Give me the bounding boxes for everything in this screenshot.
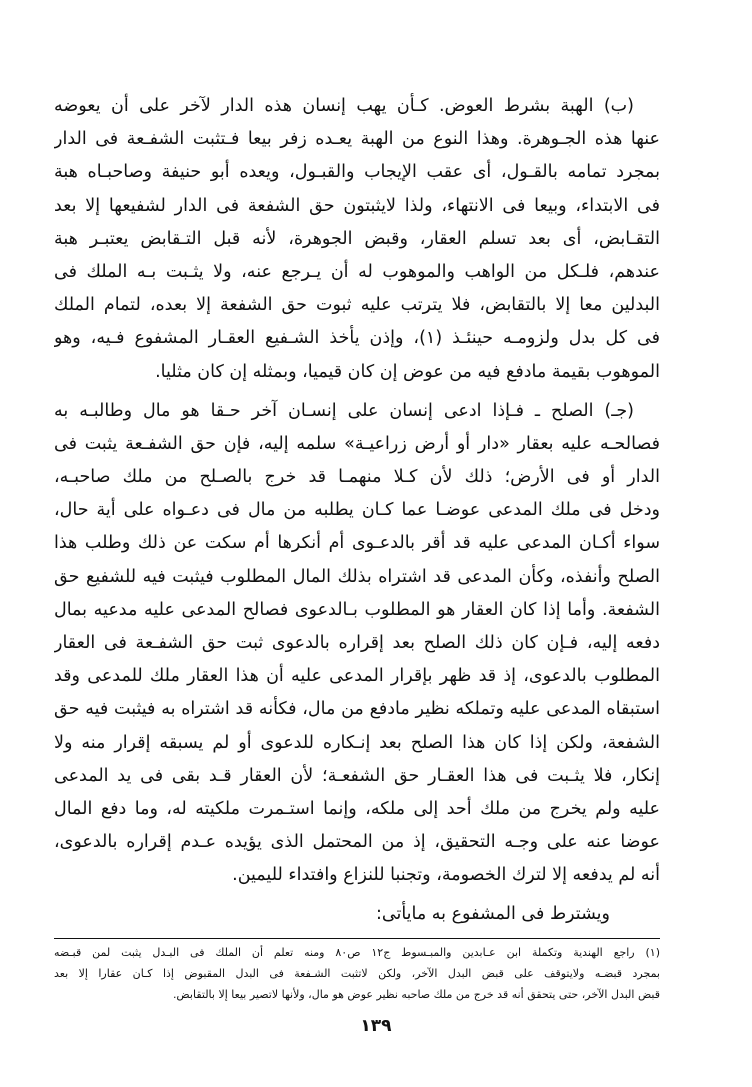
text-line: المطلوب بالدعوى، إذ قد ظهر بإقرار المدعى عليه أن هذا العقار ملك للمدعى وقد xyxy=(54,666,660,687)
footnote-line: (١) راجع الهندية وتكملة ابن عـابدين والمبـسوط ج١٢ ص٨٠ ومنه تعلم أن الملك فى البـدل يثبت لمن قبـضه xyxy=(54,946,660,959)
text-line: فى كل بدل ولزومـه حينئـذ (١)، وإذن يأخذ الشـفيع العقـار المشفوع فـيه، وهو xyxy=(54,328,660,349)
text-line: فى الابتداء، وبيعا فى الانتهاء، ولذا لايثبتون حق الشفعة فى الدار لشفيعها إلا بعد xyxy=(54,195,660,216)
text-line: البدلين معا إلا بالتقابض، فلا يترتب عليه ثبوت حق الشفعة إلا بعده، لتمام الملك xyxy=(54,295,660,316)
text-line: سواء أكـان المدعى عليه قد أقر بالدعـوى أم أنكرها أم سكت عن ذلك وطلب هذا xyxy=(54,533,660,554)
text-line: عنها هذه الجـوهرة. وهذا النوع من الهبة يعـده زفر بيعا فـتثبت الشفـعة فى الدار xyxy=(54,129,660,150)
text-line: عليه ولم يخرج من ملك أحد إلى ملكه، وإنما استـمرت ملكيته له، وما دفع المال xyxy=(54,798,660,819)
footnote-divider xyxy=(54,938,660,939)
text-line: الشفعة، ولكن إذا كان هذا الصلح بعد إنـكاره للدعوى أو لم يسبقه إقرار منه ولا xyxy=(54,732,660,753)
text-line: استبقاه المدعى عليه وتملكه نظير مادفع من مال، فكأنه قد اشتراه به فيثبت فيه حق xyxy=(54,699,660,720)
footnotes xyxy=(54,942,660,1005)
footnote-line: قبض البدل الآخر، حتى يتحقق أنه قد خرج من ملك صاحبه نظير عوض هو مال، ولأنها لاتصير بيعا إلا بالتقابض. xyxy=(172,988,660,1001)
text-line: الدار أو فى الأرض؛ ذلك لأن كـلا منهمـا قد خرج بالصـلح من ملك صاحبـه، xyxy=(54,467,660,488)
text-line: ودخل فى ملك المدعى عوضـا عما كـان يطلبه من مال فى دعـواه على أية حال، xyxy=(54,500,660,521)
body-text xyxy=(54,90,660,899)
paragraph-gift-with-compensation xyxy=(54,90,660,389)
text-line: فصالحـه عليه بعقار «دار أو أرض زراعيـة» سلمه إليه، فإن حق الشفـعة يثبت فى xyxy=(54,433,660,454)
text-line: الشفعة. وأما إذا كان العقار هو المطلوب بـالدعوى فصالح المدعى عليه مدعيه بمال xyxy=(54,599,660,620)
text-line: عوضا عنه على وجـه التحقيق، إذ من المحتمل الذى يؤيده عـدم إقراره بالدعوى، xyxy=(54,832,660,853)
text-line: عندهم، فلـكل من الواهب والموهوب له أن يـرجع عنه، ولا يثـبت بـه الملك فى xyxy=(54,261,660,282)
text-line: إنكار، فلا يثـبت فى هذا العقـار حق الشفعـة؛ لأن العقار قـد بقى فى يد المدعى xyxy=(54,765,660,786)
text-line: أنه لم يدفعه إلا لترك الخصومة، وتجنبا للنزاع وافتداء لليمين. xyxy=(232,865,660,886)
text-line: بمجرد تمامه بالقـول، أى عقب الإيجاب والقبـول، ويعده أبو حنيفة وصاحبـاه هبة xyxy=(54,162,660,183)
text-line: دفعه إليه، فـإن كان ذلك الصلح بعد إقراره بالدعوى ثبت حق الشفـعة فى العقار xyxy=(54,633,660,653)
section-lead-in: ويشترط فى المشفوع به مايأتى: xyxy=(375,904,610,924)
text-line: التقـابض، أى بعد تسلم العقار، وقبض الجوهرة، لأنه قبل التـقابض يعتبـر هبة xyxy=(54,228,660,249)
text-line: (ب) الهبة بشرط العوض. كـأن يهب إنسان هذه الدار لآخر على أن يعوضه xyxy=(54,96,634,116)
footnote-line: بمجرد قبضـه ولايتوقف على قبض البدل الآخر، ولكن لاتثبت الشـفعة فى البدل المقبوض إذا كـان عقارا إلا بعد xyxy=(54,967,660,980)
text-line: الصلح وأنفذه، وكأن المدعى قد اشتراه بذلك المال المطلوب فيثبت فيه للشفيع حق xyxy=(54,566,660,587)
text-line: الموهوب بقيمة مادفع فيه من عوض إن كان قيميا، وبمثله إن كان مثليا. xyxy=(155,361,660,382)
page-number: ١٣٩ xyxy=(360,1016,392,1036)
paragraph-settlement xyxy=(54,395,660,893)
text-line: (جـ) الصلح ـ فـإذا ادعى إنسان على إنسـان آخر حـقا هو مال وطالبـه به xyxy=(54,400,634,421)
